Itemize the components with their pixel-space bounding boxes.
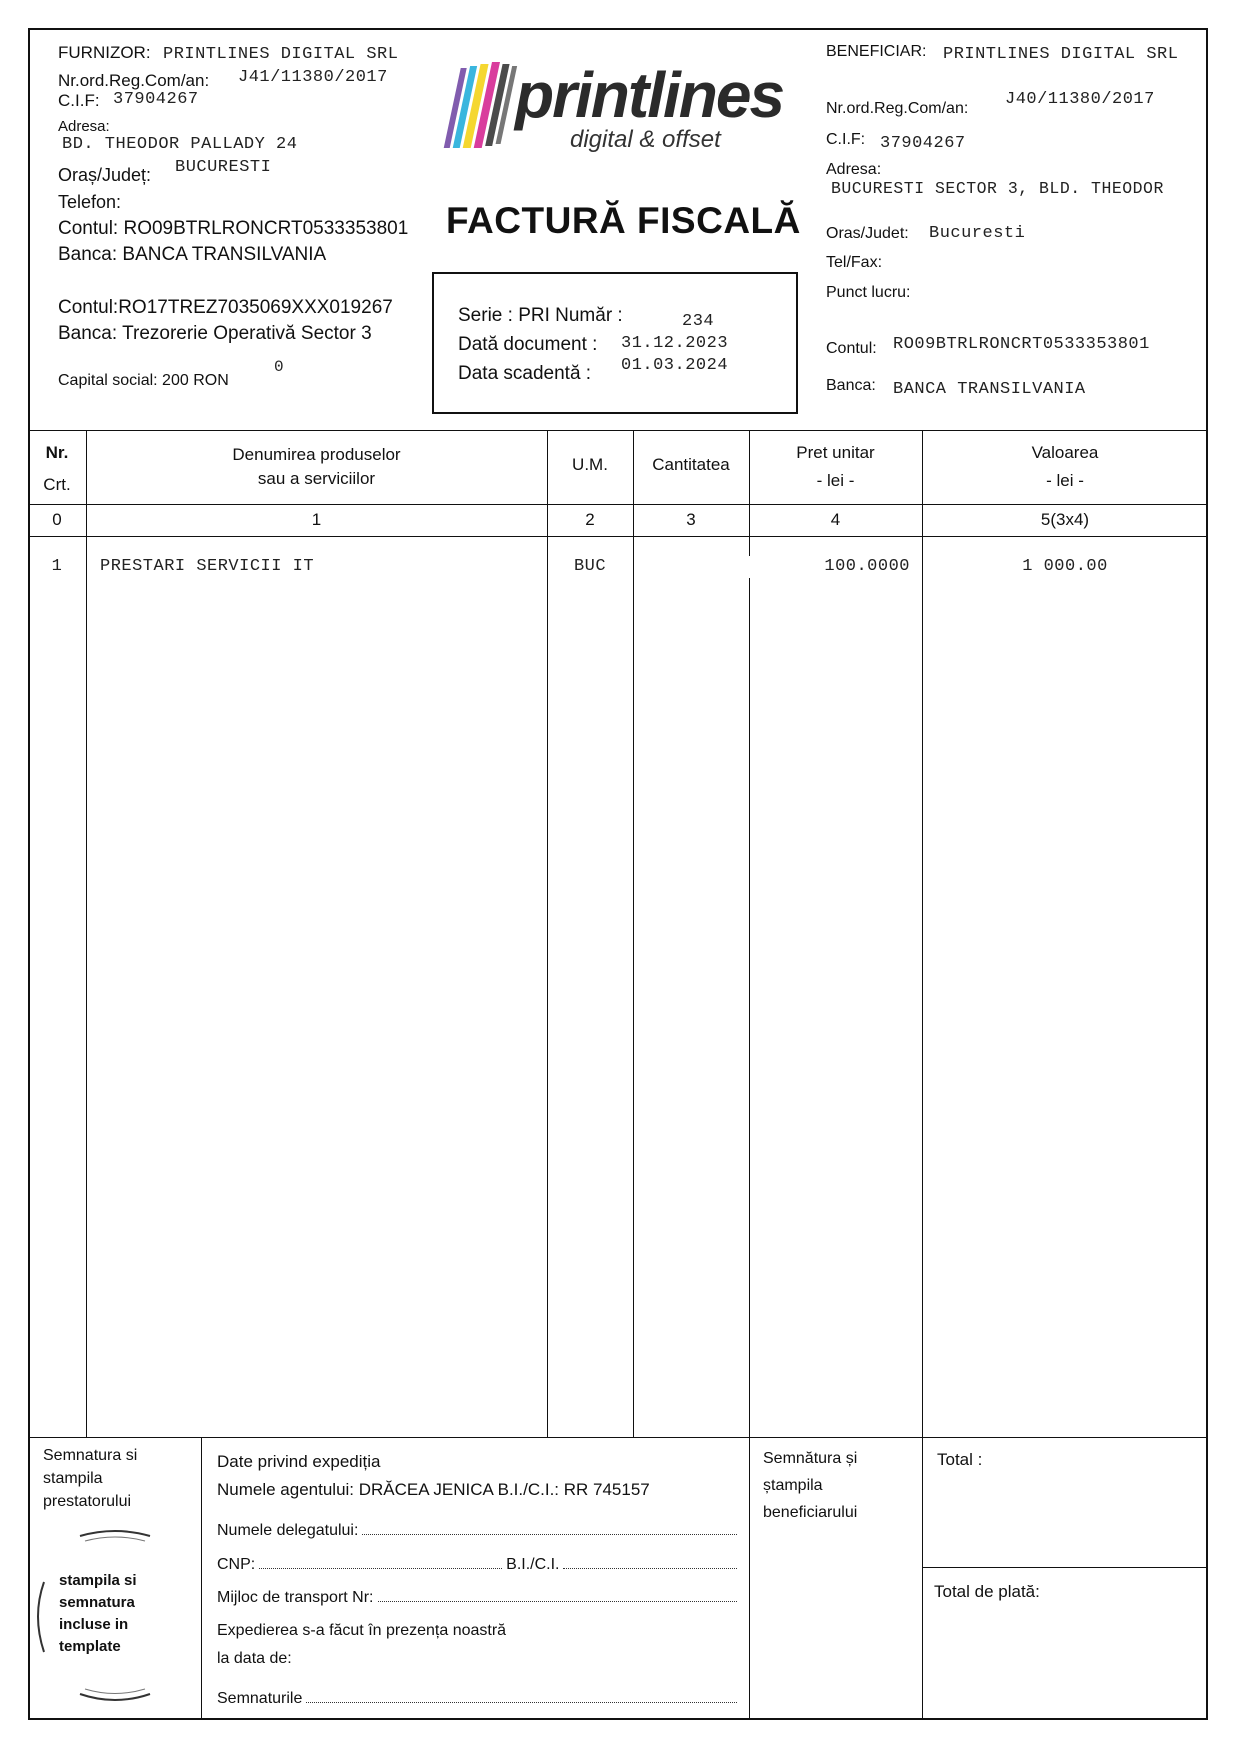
row-valoarea: 1 000.00 <box>1022 557 1108 576</box>
logo-wordmark: printlines <box>515 59 784 131</box>
index-col-3: 3 <box>686 510 696 529</box>
beneficiar-oras: Bucuresti <box>929 224 1026 243</box>
row-pret: 100.0000 <box>824 557 910 576</box>
furnizor-capital-extra: 0 <box>274 358 285 376</box>
table-bottom-border <box>28 1437 1208 1438</box>
row-nr: 1 <box>51 557 63 576</box>
delegat-field[interactable] <box>362 1522 737 1535</box>
furnizor-oras-label: Oraș/Județ: <box>58 165 152 185</box>
index-col-2: 2 <box>585 510 595 529</box>
furnizor-banca1: Banca: BANCA TRANSILVANIA <box>58 244 327 265</box>
prest-label-1: Semnatura si <box>43 1447 138 1464</box>
col-divider-cant-bottom <box>749 578 750 1437</box>
footer-total-divider <box>922 1567 1208 1568</box>
th-pret-top: Pret unitar <box>796 443 875 462</box>
beneficiar-punct-label: Punct lucru: <box>826 284 911 301</box>
transport-label: Mijloc de transport Nr: <box>217 1589 374 1606</box>
doc-data: 31.12.2023 <box>621 334 729 353</box>
beneficiar-name: PRINTLINES DIGITAL SRL <box>943 45 1179 64</box>
furnizor-adresa: BD. THEODOR PALLADY 24 <box>62 135 298 154</box>
th-crt: Crt. <box>43 475 71 494</box>
beneficiar-cif: 37904267 <box>880 134 966 153</box>
th-denumire-top: Denumirea produselor <box>232 445 401 464</box>
row-denumire: PRESTARI SERVICII IT <box>100 557 315 576</box>
th-nr: Nr. <box>45 443 69 462</box>
expeditie-title: Date privind expediția <box>217 1452 381 1471</box>
th-valoarea-top: Valoarea <box>1031 443 1099 462</box>
furnizor-banca2: Banca: Trezorerie Operativă Sector 3 <box>58 323 372 344</box>
beneficiar-contul: RO09BTRLRONCRT0533353801 <box>893 335 1150 354</box>
delegat-label: Numele delegatului: <box>217 1522 359 1539</box>
table-top-border <box>28 430 1208 431</box>
furnizor-contul2: Contul:RO17TREZ7035069XXX019267 <box>58 297 393 318</box>
transport-row <box>217 1589 737 1607</box>
prest-label-3: prestatorului <box>43 1493 132 1510</box>
th-cantitatea: Cantitatea <box>652 455 730 474</box>
cnp-field[interactable] <box>259 1556 502 1569</box>
beneficiar-adresa: BUCURESTI SECTOR 3, BLD. THEODOR <box>831 179 1164 198</box>
doc-scadenta-label: Data scadentă : <box>458 363 592 384</box>
stamp-text-3: incluse in <box>59 1616 129 1633</box>
col-divider-um <box>633 430 634 1437</box>
furnizor-oras: BUCURESTI <box>175 158 272 177</box>
th-valoarea-bottom: - lei - <box>1046 471 1084 490</box>
beneficiar-telfax-label: Tel/Fax: <box>826 254 883 271</box>
index-col-1: 1 <box>311 510 322 529</box>
th-pret-bottom: - lei - <box>816 471 855 490</box>
furnizor-adresa-label: Adresa: <box>58 118 110 135</box>
index-col-4: 4 <box>830 510 841 529</box>
doc-serie-label: Serie : PRI Număr : <box>458 305 623 326</box>
benef-sign-label-3: beneficiarului <box>763 1504 858 1521</box>
doc-numar: 234 <box>682 312 715 331</box>
doc-scadenta: 01.03.2024 <box>621 356 729 375</box>
beneficiar-adresa-label: Adresa: <box>826 161 882 178</box>
semnaturile-row <box>217 1690 737 1708</box>
footer-divider-3 <box>922 1437 923 1720</box>
col-divider-pret <box>922 430 923 1437</box>
beneficiar-cif-label: C.I.F: <box>826 131 866 148</box>
semnaturile-field[interactable] <box>306 1690 737 1703</box>
cnp-row <box>217 1556 737 1574</box>
prest-label-2: stampila <box>43 1470 103 1487</box>
stamp-text-2: semnatura <box>59 1594 135 1611</box>
beneficiar-reg-label: Nr.ord.Reg.Com/an: <box>826 100 969 117</box>
delegat-row <box>217 1522 737 1540</box>
transport-field[interactable] <box>378 1589 738 1602</box>
th-denumire-bottom: sau a serviciilor <box>257 469 376 488</box>
furnizor-reg-label: Nr.ord.Reg.Com/an: <box>58 71 210 90</box>
stamp-text-4: template <box>59 1638 121 1655</box>
bici-label: B.I./C.I. <box>506 1556 560 1573</box>
furnizor-telefon-label: Telefon: <box>58 192 122 212</box>
beneficiar-banca: BANCA TRANSILVANIA <box>893 380 1086 399</box>
data-de-label: la data de: <box>217 1650 292 1667</box>
benef-sign-label-2: ștampila <box>763 1477 823 1494</box>
benef-sign-label-1: Semnătura și <box>763 1450 858 1467</box>
furnizor-reg: J41/11380/2017 <box>238 68 388 87</box>
invoice-title: FACTURĂ FISCALĂ <box>446 200 801 241</box>
beneficiar-oras-label: Oras/Judet: <box>826 225 909 242</box>
furnizor-cif-label: C.I.F: <box>58 91 100 110</box>
index-col-0: 0 <box>52 510 62 529</box>
doc-data-label: Dată document : <box>458 334 598 355</box>
col-divider-nr <box>86 430 87 1437</box>
logo-tagline: digital & offset <box>570 126 721 153</box>
beneficiar-banca-label: Banca: <box>826 377 876 394</box>
semnaturile-label: Semnaturile <box>217 1690 303 1707</box>
logo-stripes-icon <box>440 62 520 154</box>
total-label: Total : <box>937 1450 983 1469</box>
furnizor-cif: 37904267 <box>113 90 199 109</box>
expeditie-agent: Numele agentului: DRĂCEA JENICA B.I./C.I.: RR 745157 <box>217 1480 650 1499</box>
furnizor-label: FURNIZOR: <box>58 43 151 62</box>
table-header-divider <box>28 504 1208 505</box>
furnizor-name: PRINTLINES DIGITAL SRL <box>163 45 399 64</box>
beneficiar-reg: J40/11380/2017 <box>1005 90 1155 109</box>
expedierea-text: Expedierea s-a făcut în prezența noastră <box>217 1622 507 1639</box>
stamp-text-1: stampila si <box>59 1572 137 1589</box>
total-plata-label: Total de plată: <box>934 1582 1040 1601</box>
col-divider-den <box>547 430 548 1437</box>
row-um: BUC <box>573 557 607 576</box>
beneficiar-contul-label: Contul: <box>826 340 877 357</box>
cnp-label: CNP: <box>217 1556 256 1573</box>
footer-divider-2 <box>749 1437 750 1720</box>
furnizor-contul1: Contul: RO09BTRLRONCRT0533353801 <box>58 218 409 239</box>
bici-field[interactable] <box>563 1556 737 1569</box>
th-um: U.M. <box>572 455 608 474</box>
beneficiar-label: BENEFICIAR: <box>826 43 927 60</box>
furnizor-capital: Capital social: 200 RON <box>58 372 229 389</box>
footer-divider-1 <box>201 1437 202 1720</box>
table-index-divider <box>28 536 1208 537</box>
index-col-5: 5(3x4) <box>1040 510 1090 529</box>
